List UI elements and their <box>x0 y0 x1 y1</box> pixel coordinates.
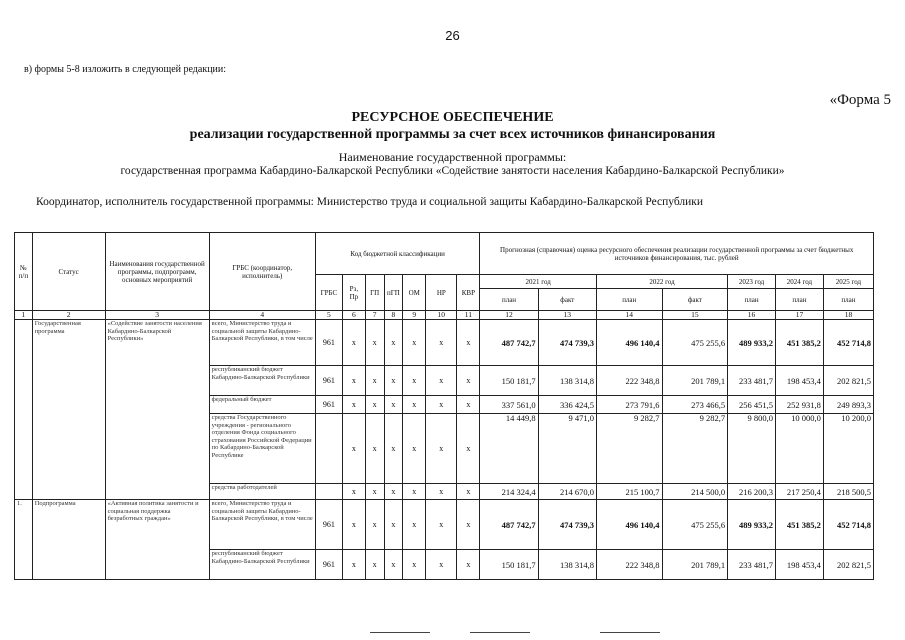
row-name: «Содействие занятости населения Кабардино-Балкарской Республики» <box>105 320 209 500</box>
code-cell: х <box>426 320 457 366</box>
code-cell: х <box>426 396 457 414</box>
row-name: «Активная политика занятости и социальная поддержка безработных граждан» <box>105 500 209 580</box>
form-label: «Форма 5 <box>829 92 891 108</box>
code-cell: х <box>426 414 457 484</box>
header-plan: план <box>480 289 538 311</box>
code-cell <box>315 414 342 484</box>
code-cell: х <box>403 550 426 580</box>
code-cell: х <box>384 414 403 484</box>
value-cell: 233 481,7 <box>728 366 776 396</box>
value-cell: 222 348,8 <box>596 550 662 580</box>
column-index: 6 <box>342 311 365 320</box>
value-cell: 214 500,0 <box>662 484 728 500</box>
value-cell: 202 821,5 <box>823 366 873 396</box>
value-cell: 9 471,0 <box>538 414 596 484</box>
row-label: республиканский бюджет Кабардино-Балкарской Республики <box>209 366 315 396</box>
header-code-om: ОМ <box>403 275 426 311</box>
code-cell: х <box>384 320 403 366</box>
value-cell: 150 181,7 <box>480 366 538 396</box>
value-cell: 256 451,5 <box>728 396 776 414</box>
value-cell: 489 933,2 <box>728 320 776 366</box>
header-num: № п/п <box>15 233 33 311</box>
row-label: всего, Министерство труда и социальной защиты Кабардино-Балкарской Республики, в том числе <box>209 500 315 550</box>
document-title: РЕСУРСНОЕ ОБЕСПЕЧЕНИЕ <box>351 110 554 125</box>
header-forecast: Прогнозная (справочная) оценка ресурсного обеспечения реализации государственной программы за счет бюджетных источников финансирования, тыс. рублей <box>480 233 874 275</box>
column-index: 14 <box>596 311 662 320</box>
value-cell: 202 821,5 <box>823 550 873 580</box>
code-cell: х <box>342 366 365 396</box>
value-cell: 10 000,0 <box>776 414 824 484</box>
value-cell: 474 739,3 <box>538 500 596 550</box>
code-cell: х <box>365 500 384 550</box>
footer-rule <box>600 632 660 633</box>
header-status: Статус <box>32 233 105 311</box>
value-cell: 451 385,2 <box>776 320 824 366</box>
value-cell: 252 931,8 <box>776 396 824 414</box>
header-fact: факт <box>538 289 596 311</box>
column-index: 18 <box>823 311 873 320</box>
code-cell: х <box>384 550 403 580</box>
code-cell: х <box>342 320 365 366</box>
row-label: федеральный бюджет <box>209 396 315 414</box>
code-cell: х <box>342 414 365 484</box>
header-code-pgp: пГП <box>384 275 403 311</box>
column-index: 5 <box>315 311 342 320</box>
code-cell: х <box>403 366 426 396</box>
value-cell: 215 100,7 <box>596 484 662 500</box>
code-cell: 961 <box>315 500 342 550</box>
code-cell: 961 <box>315 320 342 366</box>
column-index: 13 <box>538 311 596 320</box>
code-cell: 961 <box>315 396 342 414</box>
row-label: средства Государственного учреждения - регионального отделения Фонда социального страхования Российской Федерации по Кабардино-Балкарской Республике <box>209 414 315 484</box>
header-fact: факт <box>662 289 728 311</box>
header-plan: план <box>823 289 873 311</box>
code-cell: х <box>426 366 457 396</box>
header-grbs-coordinator: ГРБС (координатор, исполнитель) <box>209 233 315 311</box>
value-cell: 273 791,6 <box>596 396 662 414</box>
value-cell: 201 789,1 <box>662 550 728 580</box>
code-cell: х <box>384 396 403 414</box>
row-num: 1. <box>15 500 33 580</box>
column-index: 3 <box>105 311 209 320</box>
value-cell: 216 200,3 <box>728 484 776 500</box>
code-cell: х <box>342 396 365 414</box>
header-year-2025: 2025 год <box>823 275 873 289</box>
code-cell: х <box>403 414 426 484</box>
row-status: Подпрограмма <box>32 500 105 580</box>
table-row <box>15 500 874 550</box>
value-cell: 222 348,8 <box>596 366 662 396</box>
header-kbk: Код бюджетной классификации <box>315 233 480 275</box>
value-cell: 475 255,6 <box>662 500 728 550</box>
code-cell: х <box>342 484 365 500</box>
code-cell: х <box>457 320 480 366</box>
code-cell: х <box>384 366 403 396</box>
value-cell: 337 561,0 <box>480 396 538 414</box>
program-name: государственная программа Кабардино-Балкарской Республики «Содействие занятости населения Кабардино-Балкарской Республики» <box>120 165 785 177</box>
header-plan: план <box>728 289 776 311</box>
code-cell: х <box>403 484 426 500</box>
value-cell: 9 282,7 <box>662 414 728 484</box>
code-cell: 961 <box>315 550 342 580</box>
value-cell: 233 481,7 <box>728 550 776 580</box>
row-label: республиканский бюджет Кабардино-Балкарской Республики <box>209 550 315 580</box>
column-index: 7 <box>365 311 384 320</box>
header-code-grbs: ГРБС <box>315 275 342 311</box>
code-cell: х <box>365 414 384 484</box>
footer-rule <box>470 632 530 633</box>
code-cell: х <box>457 500 480 550</box>
column-index: 4 <box>209 311 315 320</box>
value-cell: 451 385,2 <box>776 500 824 550</box>
row-label: всего, Министерство труда и социальной защиты Кабардино-Балкарской Республики, в том числе <box>209 320 315 366</box>
column-index: 12 <box>480 311 538 320</box>
value-cell: 9 800,0 <box>728 414 776 484</box>
header-plan: план <box>596 289 662 311</box>
header-plan: план <box>776 289 824 311</box>
code-cell: х <box>426 550 457 580</box>
value-cell: 452 714,8 <box>823 320 873 366</box>
code-cell: х <box>457 550 480 580</box>
value-cell: 9 282,7 <box>596 414 662 484</box>
program-caption: Наименование государственной программы: <box>338 150 567 164</box>
value-cell: 489 933,2 <box>728 500 776 550</box>
column-index: 16 <box>728 311 776 320</box>
resource-table <box>14 232 874 580</box>
row-status: Государственная программа <box>32 320 105 500</box>
code-cell: х <box>457 414 480 484</box>
header-year-2022: 2022 год <box>596 275 727 289</box>
value-cell: 452 714,8 <box>823 500 873 550</box>
code-cell: х <box>403 500 426 550</box>
value-cell: 214 324,4 <box>480 484 538 500</box>
column-index: 17 <box>776 311 824 320</box>
header-year-2021: 2021 год <box>480 275 597 289</box>
value-cell: 496 140,4 <box>596 500 662 550</box>
page-number: 26 <box>445 28 460 43</box>
code-cell: х <box>365 550 384 580</box>
code-cell: х <box>426 500 457 550</box>
code-cell: х <box>342 500 365 550</box>
value-cell: 487 742,7 <box>480 320 538 366</box>
header-year-2023: 2023 год <box>728 275 776 289</box>
coordinator-line: Координатор, исполнитель государственной программы: Министерство труда и социальной защиты Кабардино-Балкарской Республики <box>36 196 704 208</box>
value-cell: 475 255,6 <box>662 320 728 366</box>
code-cell: х <box>365 396 384 414</box>
document-subtitle: реализации государственной программы за счет всех источников финансирования <box>189 127 716 142</box>
value-cell: 496 140,4 <box>596 320 662 366</box>
value-cell: 138 314,8 <box>538 366 596 396</box>
value-cell: 214 670,0 <box>538 484 596 500</box>
row-num <box>15 320 33 500</box>
value-cell: 218 500,5 <box>823 484 873 500</box>
code-cell: х <box>457 484 480 500</box>
intro-text: в) формы 5-8 изложить в следующей редакции: <box>24 64 227 75</box>
header-code-rzpr: Рз, Пр <box>342 275 365 311</box>
column-index: 1 <box>15 311 33 320</box>
row-label: средства работодателей <box>209 484 315 500</box>
code-cell: х <box>457 396 480 414</box>
code-cell: х <box>384 484 403 500</box>
value-cell: 474 739,3 <box>538 320 596 366</box>
code-cell: х <box>384 500 403 550</box>
value-cell: 150 181,7 <box>480 550 538 580</box>
code-cell: х <box>365 320 384 366</box>
header-code-gp: ГП <box>365 275 384 311</box>
header-code-kvr: КВР <box>457 275 480 311</box>
code-cell: х <box>403 320 426 366</box>
table-row <box>15 320 874 366</box>
code-cell: х <box>365 366 384 396</box>
code-cell: х <box>365 484 384 500</box>
code-cell: х <box>403 396 426 414</box>
value-cell: 198 453,4 <box>776 550 824 580</box>
value-cell: 336 424,5 <box>538 396 596 414</box>
code-cell: 961 <box>315 366 342 396</box>
header-name: Наименования государственной программы, подпрограмм, основных мероприятий <box>105 233 209 311</box>
footer-rule <box>370 632 430 633</box>
column-index-row <box>15 311 874 320</box>
column-index: 10 <box>426 311 457 320</box>
column-index: 9 <box>403 311 426 320</box>
value-cell: 138 314,8 <box>538 550 596 580</box>
value-cell: 273 466,5 <box>662 396 728 414</box>
value-cell: 14 449,8 <box>480 414 538 484</box>
code-cell: х <box>342 550 365 580</box>
value-cell: 487 742,7 <box>480 500 538 550</box>
code-cell: х <box>426 484 457 500</box>
value-cell: 10 200,0 <box>823 414 873 484</box>
code-cell: х <box>457 366 480 396</box>
value-cell: 217 250,4 <box>776 484 824 500</box>
column-index: 15 <box>662 311 728 320</box>
column-index: 11 <box>457 311 480 320</box>
value-cell: 201 789,1 <box>662 366 728 396</box>
value-cell: 198 453,4 <box>776 366 824 396</box>
column-index: 8 <box>384 311 403 320</box>
code-cell <box>315 484 342 500</box>
value-cell: 249 893,3 <box>823 396 873 414</box>
header-code-nr: НР <box>426 275 457 311</box>
column-index: 2 <box>32 311 105 320</box>
header-year-2024: 2024 год <box>776 275 824 289</box>
